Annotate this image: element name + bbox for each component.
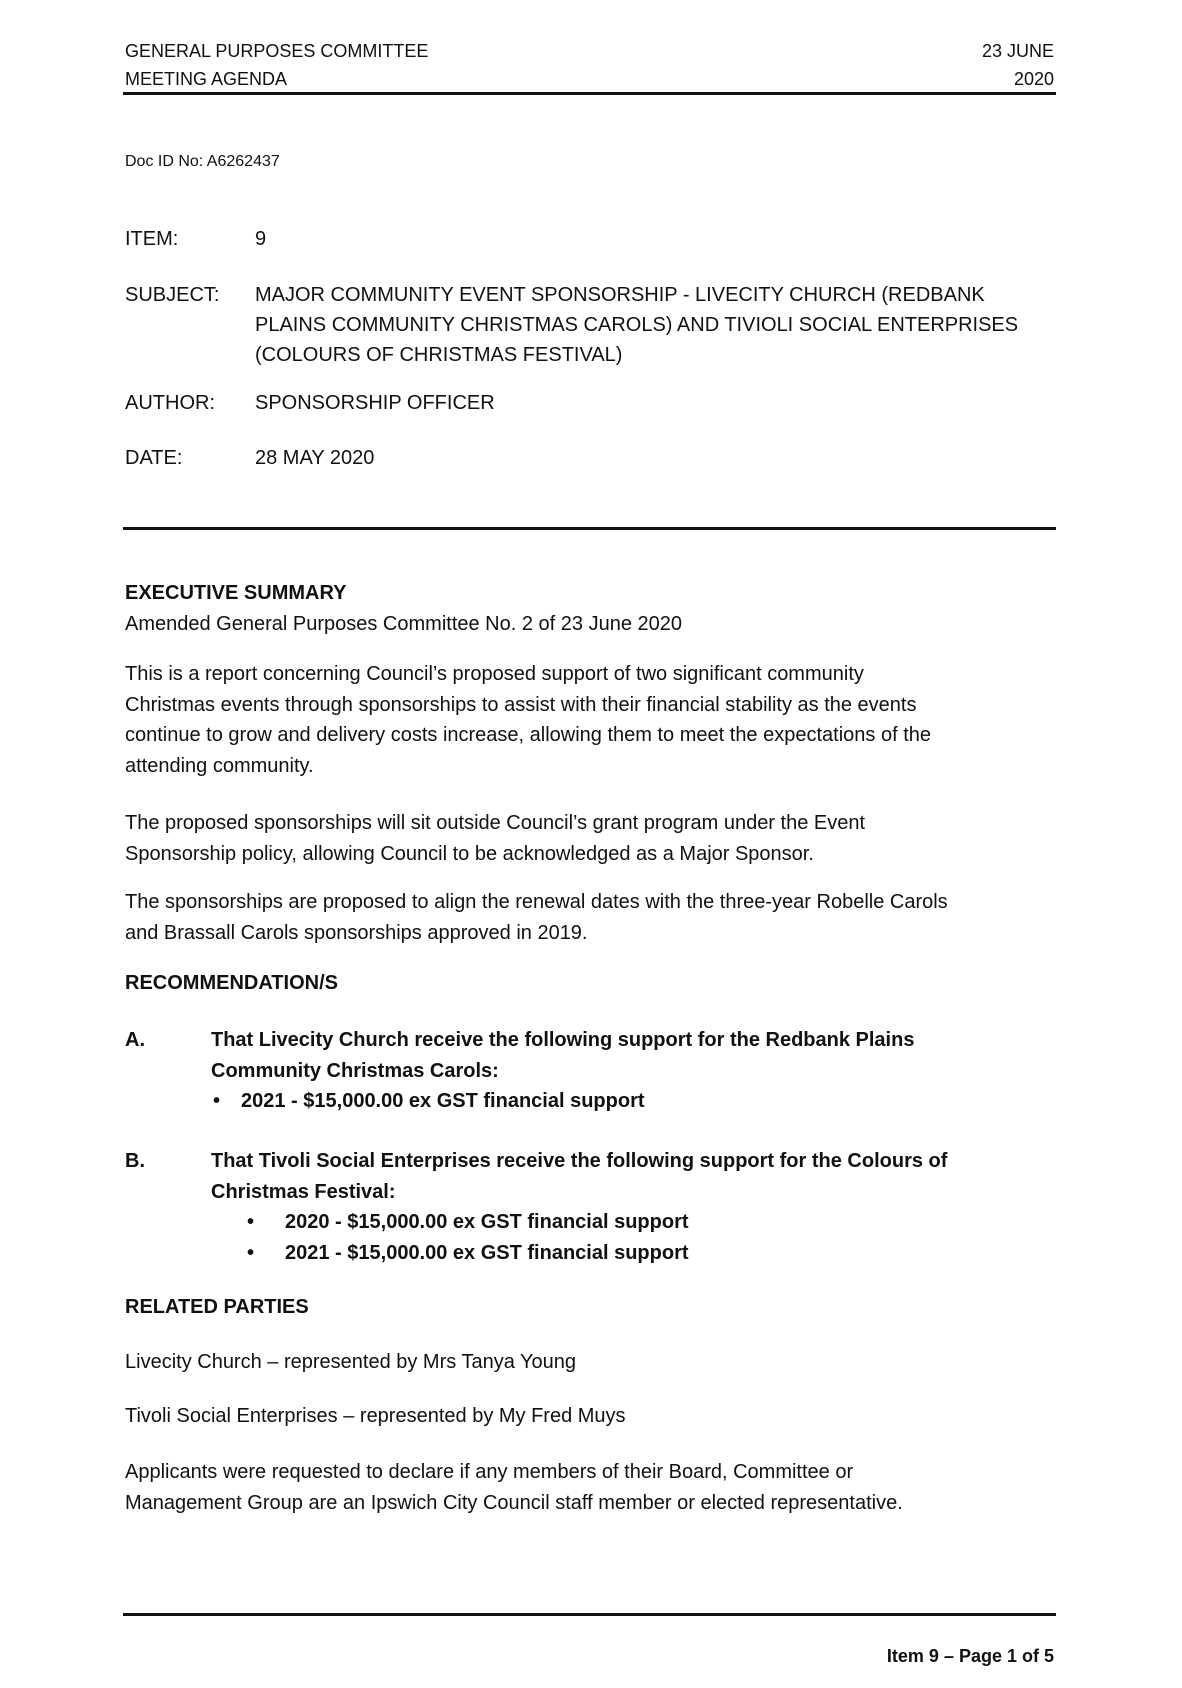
text-line: The proposed sponsorships will sit outside Council’s grant program under the Event (125, 812, 866, 834)
executive-summary-heading: EXECUTIVE SUMMARY (125, 582, 347, 604)
list-item (211, 1207, 1051, 1238)
recommendations-heading: RECOMMENDATION/S (125, 972, 338, 994)
bullet-icon: • (247, 1241, 255, 1264)
author-value: SPONSORSHIP OFFICER (255, 392, 495, 414)
recommendation-a-label: A. (125, 1029, 145, 1051)
date-value: 28 MAY 2020 (255, 447, 375, 469)
committee-name: GENERAL PURPOSES COMMITTEE (125, 41, 429, 61)
bullet-icon: • (247, 1211, 255, 1233)
text-line: The sponsorships are proposed to align the renewal dates with the three-year Robelle Carols (125, 891, 948, 913)
summary-paragraph-2 (125, 808, 1055, 869)
header-right (982, 37, 1054, 93)
section-divider (123, 527, 1056, 530)
date-label: DATE: (125, 447, 183, 469)
text-line: and Brassall Carols sponsorships approved in 2019. (125, 921, 588, 944)
amended-note: Amended General Purposes Committee No. 2 of 23 June 2020 (125, 612, 682, 635)
text-line: That Tivoli Social Enterprises receive the following support for the Colours of (211, 1150, 948, 1172)
declaration-paragraph (125, 1457, 1055, 1518)
recommendation-b-label: B. (125, 1150, 145, 1172)
list-item (211, 1086, 1051, 1117)
text-line: Community Christmas Carols: (211, 1059, 499, 1082)
related-party-1: Livecity Church – represented by Mrs Tanya Young (125, 1351, 577, 1373)
list-item-text: 2021 - $15,000.00 ex GST financial support (241, 1090, 645, 1112)
text-line: attending community. (125, 754, 314, 777)
subject-value (255, 280, 1055, 370)
recommendation-b-text (211, 1146, 1051, 1268)
page-footer: Item 9 – Page 1 of 5 (886, 1646, 1054, 1666)
item-value: 9 (255, 228, 267, 250)
text-line: Management Group are an Ipswich City Council staff member or elected representative. (125, 1491, 903, 1514)
text-line: continue to grow and delivery costs increase, allowing them to meet the expectations of the (125, 724, 932, 746)
executive-summary (125, 578, 1055, 639)
list-item-text: 2021 - $15,000.00 ex GST financial support (285, 1241, 689, 1264)
list-item (211, 1238, 1051, 1269)
subject-line: PLAINS COMMUNITY CHRISTMAS CAROLS) AND TIVIOLI SOCIAL ENTERPRISES (255, 314, 1019, 336)
recommendation-a-text (211, 1025, 1051, 1117)
subject-line: (COLOURS OF CHRISTMAS FESTIVAL) (255, 344, 623, 366)
bullet-icon: • (213, 1090, 221, 1112)
header-divider (123, 92, 1056, 95)
text-line: Christmas events through sponsorships to assist with their financial stability as the events (125, 693, 917, 716)
footer-divider (123, 1613, 1056, 1616)
summary-paragraph-3 (125, 887, 1055, 948)
related-party-2: Tivoli Social Enterprises – represented by My Fred Muys (125, 1405, 626, 1427)
agenda-label: MEETING AGENDA (125, 69, 288, 89)
meeting-date-line2: 2020 (1013, 69, 1054, 89)
text-line: Christmas Festival: (211, 1180, 396, 1203)
item-label: ITEM: (125, 228, 179, 250)
meeting-date-line1: 23 JUNE (981, 41, 1054, 61)
related-parties-heading: RELATED PARTIES (125, 1296, 309, 1318)
subject-label: SUBJECT: (125, 284, 220, 306)
doc-id: Doc ID No: A6262437 (125, 153, 280, 170)
text-line: That Livecity Church receive the following support for the Redbank Plains (211, 1029, 915, 1051)
text-line: This is a report concerning Council’s proposed support of two significant community (125, 663, 864, 685)
text-line: Applicants were requested to declare if any members of their Board, Committee or (125, 1461, 854, 1483)
list-item-text: 2020 - $15,000.00 ex GST financial support (285, 1211, 689, 1233)
summary-paragraph-1 (125, 659, 1055, 781)
header-left (125, 37, 428, 93)
subject-line: MAJOR COMMUNITY EVENT SPONSORSHIP - LIVECITY CHURCH (REDBANK (255, 284, 985, 306)
author-label: AUTHOR: (125, 392, 215, 414)
text-line: Sponsorship policy, allowing Council to be acknowledged as a Major Sponsor. (125, 842, 814, 865)
